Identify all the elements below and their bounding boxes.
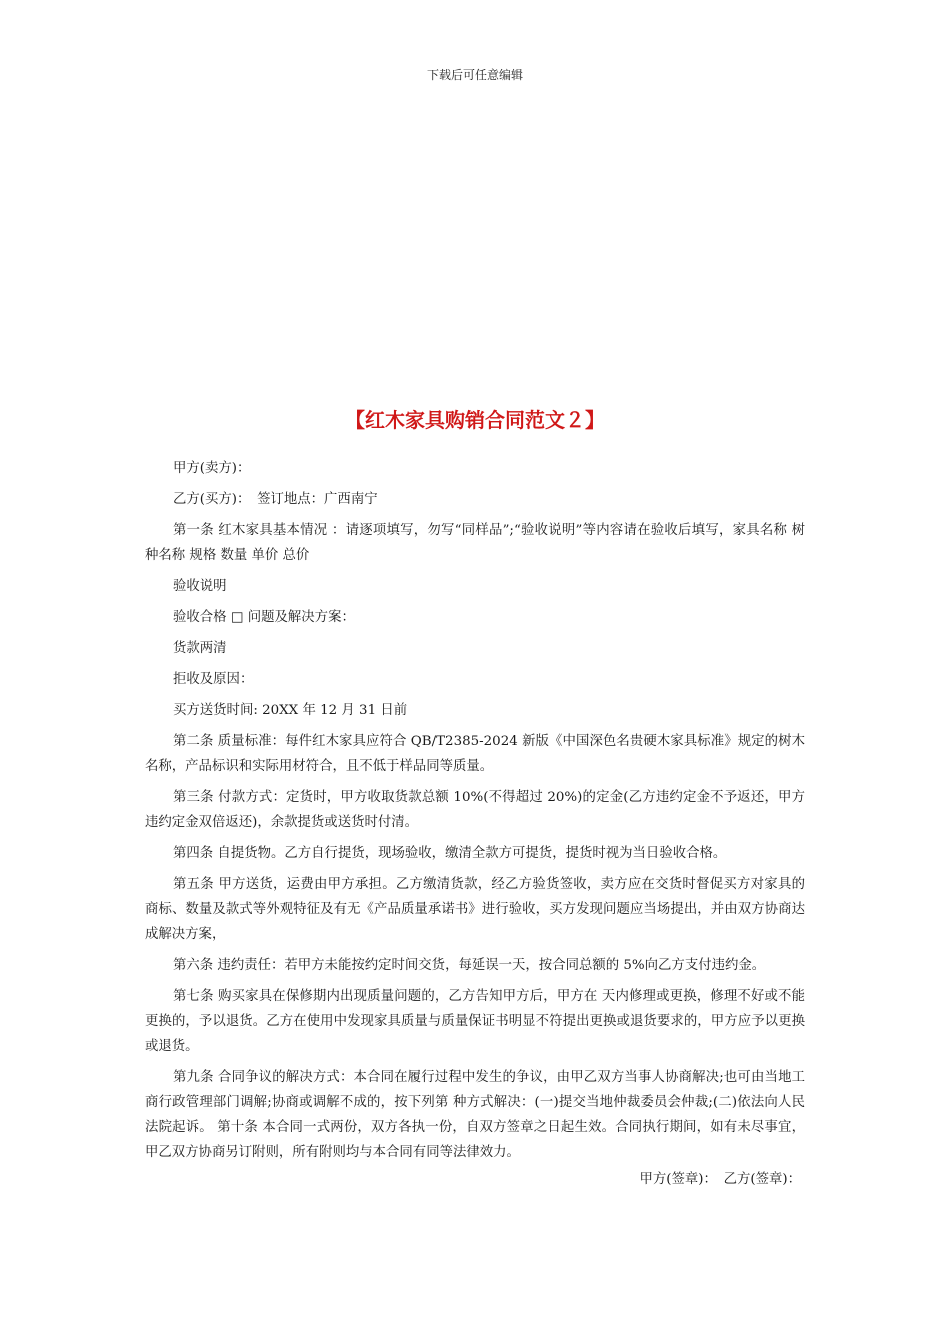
article-4: 第四条 自提货物。乙方自行提货，现场验收，缴清全款方可提货，提货时视为当日验收合格。	[173, 846, 727, 861]
party-a-line: 甲方(卖方)：	[173, 461, 251, 476]
signature-line: 甲方(签章)： 乙方(签章)：	[639, 1172, 801, 1187]
inspection-note: 验收说明	[173, 579, 227, 594]
party-b-line: 乙方(买方)： 签订地点：广西南宁	[173, 492, 378, 507]
article-6: 第六条 违约责任：若甲方未能按约定时间交货，每延误一天，按合同总额的 5%向乙方支付违约金。	[173, 958, 766, 973]
inspection-pass: 验收合格 □ 问题及解决方案：	[173, 610, 355, 625]
article-9-10: 第九条 合同争议的解决方式：本合同在履行过程中发生的争议，由甲乙双方当事人协商解决;也可由当地工商行政管理部门调解;协商或调解不成的，按下列第 种方式解决：(一)提交当地仲裁委员会仲裁;(二)依法向人民法院起诉。 第十条 本合同一式两份，双方各执一份，自双方签章之日起生效。合同执行期间，如有未尽事宜，甲乙双方协商另订附则，所有附则均与本合同有同等法律效力。	[145, 1070, 805, 1160]
article-7: 第七条 购买家具在保修期内出现质量问题的，乙方告知甲方后，甲方在 天内修理或更换，修理不好或不能更换的，予以退货。乙方在使用中发现家具质量与质量保证书明显不符提出更换或退货要求的，甲方应予以更换或退货。	[145, 989, 805, 1054]
article-5: 第五条 甲方送货，运费由甲方承担。乙方缴清货款，经乙方验货签收，卖方应在交货时督促买方对家具的商标、数量及款式等外观特征及有无《产品质量承诺书》进行验收，买方发现问题应当场提出，并由双方协商达成解决方案，	[145, 877, 805, 942]
header-note: 下载后可任意编辑	[426, 68, 523, 82]
payment-cleared: 货款两清	[173, 641, 227, 656]
delivery-time: 买方送货时间: 20XX 年 12 月 31 日前	[173, 703, 408, 718]
article-3: 第三条 付款方式：定货时，甲方收取货款总额 10%(不得超过 20%)的定金(乙方违约定金不予返还，甲方违约定金双倍返还)，余款提货或送货时付清。	[145, 790, 805, 830]
rejection-reason: 拒收及原因：	[173, 672, 254, 687]
article-2: 第二条 质量标准：每件红木家具应符合 QB/T2385-2024 新版《中国深色名贵硬木家具标准》规定的树木名称，产品标识和实际用材符合，且不低于样品同等质量。	[145, 734, 805, 774]
article-1: 第一条 红木家具基本情况 ：请逐项填写，勿写“同样品”;“验收说明”等内容请在验收后填写，家具名称 树种名称 规格 数量 单价 总价	[145, 523, 805, 563]
document-title: 【红木家具购销合同范文２】	[345, 408, 605, 432]
contract-body	[145, 456, 805, 1171]
